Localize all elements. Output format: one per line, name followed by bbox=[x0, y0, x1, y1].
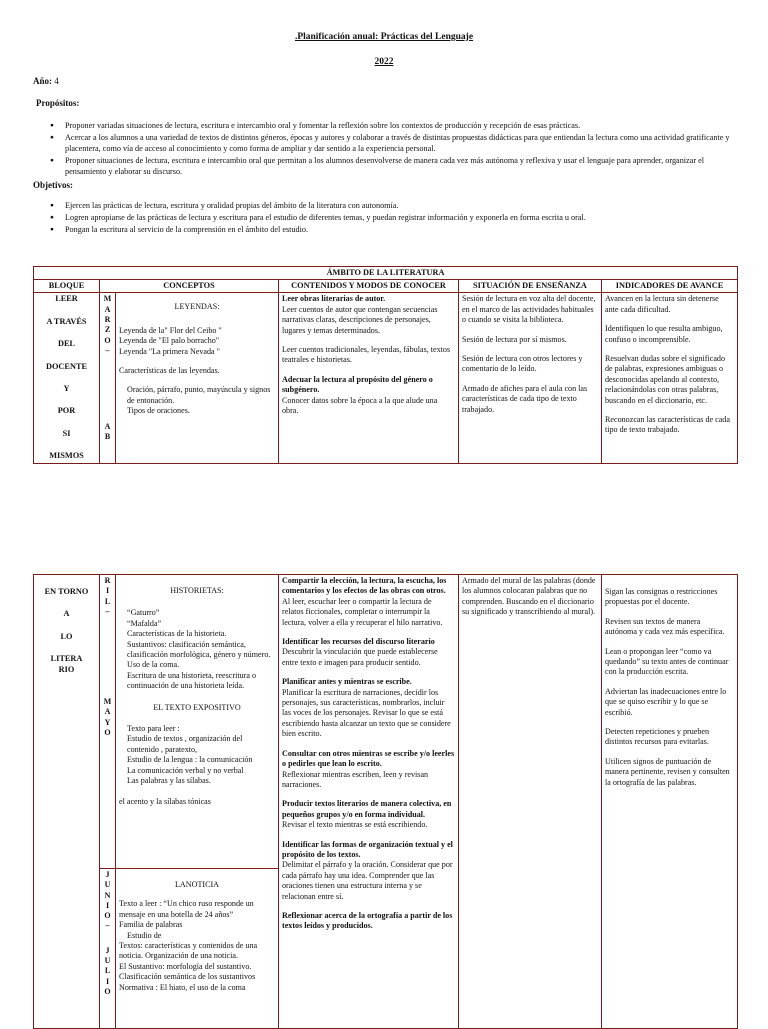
objetivos-heading: Objetivos: bbox=[33, 180, 73, 190]
bloque-cell bbox=[34, 575, 100, 1029]
conceptos-cell bbox=[116, 575, 279, 869]
indicador-item: Sigan las consignas o restricciones propuestas por el docente. bbox=[605, 587, 718, 607]
contenido-text: Conocer datos sobre la época a la que alude una obra. bbox=[282, 395, 438, 416]
contenido-text: Descubrir la vinculación que puede establecerse entre texto e imagen para producir sentido. bbox=[282, 647, 438, 667]
concepto-item: La comunicación verbal y no verbal bbox=[127, 765, 244, 775]
indicador-item: Reconozcan las características de cada tipo de texto trabajado. bbox=[605, 415, 730, 435]
bloque-cell bbox=[34, 293, 100, 463]
planning-table-literatura bbox=[33, 266, 738, 464]
month-letter: M bbox=[103, 697, 112, 707]
month-letter: O bbox=[104, 986, 111, 996]
concepto-item: El Sustantivo: morfología del sustantivo. bbox=[119, 961, 252, 971]
expositivo-title: EL TEXTO EXPOSITIVO bbox=[153, 702, 241, 712]
concepto-item: Características de la historieta. bbox=[127, 629, 227, 639]
month-letter: I bbox=[105, 586, 110, 596]
header-indicadores: INDICADORES DE AVANCE bbox=[602, 280, 738, 293]
month-letter: I bbox=[105, 976, 110, 986]
ambito-heading: ÁMBITO DE LA LITERATURA bbox=[34, 267, 738, 280]
indicador-item: Resuelvan dudas sobre el significado de palabras, expresiones ambiguas o desconocidas apelando al contexto, relacionándolas con otras palabras, buscando en el diccionario, etc. bbox=[605, 354, 726, 405]
anio-label: Año: bbox=[33, 76, 53, 86]
indicador-item: Avancen en la lectura sin detenerse ante cada dificultad. bbox=[605, 294, 719, 314]
month-letter: I bbox=[105, 900, 110, 910]
contenido-text: Revisar el texto mientras se está escribiendo. bbox=[282, 820, 428, 830]
bloque-word: A bbox=[63, 609, 70, 619]
concepto-item: Textos: características y contenidos de una noticia. Organización de una noticia. bbox=[119, 941, 258, 961]
indicador-item: Adviertan las inadecuaciones entre lo que se quiso escribir y lo que se escribió. bbox=[605, 686, 727, 717]
document-title: .Planificación anual: Prácticas del Lenguaje bbox=[294, 32, 474, 42]
bloque-word: LITERA bbox=[50, 654, 83, 664]
bloque-word: LEER bbox=[55, 294, 78, 304]
concepto-item: Familia de palabras bbox=[119, 920, 183, 930]
month-letter: O bbox=[104, 728, 111, 738]
contenido-bold: Identificar los recursos del discurso literario bbox=[282, 637, 435, 647]
concepto-item: el acento y la sílabas tónicas bbox=[119, 796, 211, 806]
month-column bbox=[100, 293, 116, 463]
proposito-item: ● Proponer situaciones de lectura, escritura e intercambio oral que permitan a los alumnos desenvolverse de manera cada vez más autónoma y reflexiva y usar el lenguaje para aprender, organizar el pensamiento y elaborar su discurso. bbox=[35, 155, 740, 177]
contenido-bold: Consultar con otros mientras se escribe y/o leerles o pedirles que lean lo escrito. bbox=[282, 748, 455, 769]
oracion-item: Oración, párrafo, punto, mayúscula y signos de entonación. bbox=[127, 385, 271, 405]
bloque-word: DOCENTE bbox=[45, 361, 88, 371]
bloque-word: RIO bbox=[58, 664, 75, 674]
planning-table-literario bbox=[33, 574, 738, 1029]
month-letter: B bbox=[104, 432, 111, 442]
concepto-item: Escritura de una historieta, reescritura o continuación de una historieta leída. bbox=[127, 670, 256, 691]
propositos-list bbox=[35, 120, 740, 178]
month-letter: A bbox=[104, 707, 111, 717]
header-bloque: BLOQUE bbox=[34, 280, 100, 293]
month-letter: L bbox=[104, 596, 111, 606]
bloque-word: Y bbox=[63, 384, 70, 394]
month-letter: N bbox=[104, 890, 111, 900]
contenido-bold: Reflexionar acerca de la ortografía a partir de los textos leídos y producidos. bbox=[282, 910, 453, 931]
month-letter: – bbox=[105, 345, 110, 355]
situacion-item: Sesión de lectura con otros lectores y comentario de lo leído. bbox=[462, 354, 583, 374]
concepto-item: Normativa : El hiato, el uso de la coma bbox=[119, 982, 246, 992]
month-letter: O bbox=[104, 911, 111, 921]
month-column bbox=[100, 869, 116, 1029]
month-letter: J bbox=[105, 945, 110, 955]
month-letter: – bbox=[105, 606, 110, 616]
bloque-word: EN TORNO bbox=[44, 587, 89, 596]
month-letter: R bbox=[104, 576, 111, 585]
leyenda-item: Leyenda de "El palo borracho" bbox=[119, 336, 220, 346]
objetivo-item: ● Logren apropiarse de las prácticas de lectura y escritura para el estudio de diferentes temas, y puedan registrar información y exponerla en forma escrita u oral. bbox=[35, 212, 740, 223]
contenido-bold: Identificar las formas de organización textual y el propósito de los textos. bbox=[282, 839, 453, 859]
contenido-bold: Leer obras literarias de autor. bbox=[282, 294, 386, 304]
concepto-item: Estudio de la lengua : la comunicación bbox=[127, 755, 253, 765]
proposito-item: ● Acercar a los alumnos a una variedad de textos de distintos géneros, épocas y autores y colaborar a través de distintas propuestas didácticas para que entiendan la lectura como una actividad gratificante y placentera, como vía de acceso al conocimiento y como forma de ampliar y dar sentido a la experiencia personal. bbox=[35, 132, 740, 154]
indicador-item: Utilicen signos de puntuación de manera pertinente, revisen y consulten la ortografía de las palabras. bbox=[605, 756, 730, 787]
situacion-item: Sesión de lectura en voz alta del docente, en el marco de las actividades habituales o cuando se visita la biblioteca. bbox=[462, 294, 596, 325]
conceptos-cell bbox=[116, 869, 279, 1029]
caracteristicas-item: Características de las leyendas. bbox=[119, 366, 220, 376]
contenido-text: Planificar la escritura de narraciones, decidir los personajes, sus características, nombrarlos, incluir las voces de los personajes. Revisar lo que se está escribiendo hasta alcanzar un texto que se considere bien escrito. bbox=[282, 687, 451, 739]
situacion-item: Sesión de lectura por sí mismos. bbox=[462, 334, 567, 344]
month-letter: A bbox=[104, 422, 111, 432]
situacion-item: Armado del mural de las palabras (donde los alumnos colocaran palabras que no comprenden. Buscando en el diccionario su significado y transcribiendo al mural). bbox=[462, 576, 596, 617]
bloque-word: LO bbox=[60, 631, 73, 641]
concepto-item: Uso de la coma. bbox=[127, 660, 180, 670]
concepto-item: Texto para leer : bbox=[127, 724, 180, 734]
indicador-item: Lean o propongan leer “como va quedando” su texto antes de continuar con la producción escrita. bbox=[605, 646, 729, 677]
historietas-title: HISTORIETAS: bbox=[170, 586, 224, 595]
month-letter: O bbox=[104, 335, 111, 345]
contenido-text: Delimitar el párrafo y la oración. Considerar que por cada párrafo hay una idea. Comprender que las oraciones tienen una estructura interna y se relacionan entre sí. bbox=[282, 860, 453, 901]
concepto-item: Sustantivos: clasificación semántica, clasificación morfológica, género y número. bbox=[127, 639, 271, 660]
concepto-item: Estudio de textos , organización del contenido , paratexto, bbox=[127, 734, 243, 754]
bloque-word: A TRAVÉS bbox=[46, 316, 87, 326]
concepto-item: Clasificación semántica de los sustantivos bbox=[119, 972, 256, 982]
contenido-text: Reflexionar mientras escriben, leen y revisan narraciones. bbox=[282, 769, 429, 789]
month-letter: Y bbox=[104, 717, 111, 727]
concepto-item: “Mafalda” bbox=[127, 618, 162, 628]
contenido-bold: Adecuar la lectura al propósito del género o subgénero. bbox=[282, 374, 433, 395]
anio-line bbox=[33, 76, 59, 86]
objetivo-item: ● Ejercen las prácticas de lectura, escritura y oralidad propias del ámbito de la literatura con autonomía. bbox=[35, 200, 740, 211]
bloque-word: POR bbox=[57, 406, 76, 416]
situacion-cell bbox=[459, 575, 602, 1029]
header-conceptos: CONCEPTOS bbox=[100, 280, 279, 293]
month-letter: Z bbox=[104, 325, 111, 335]
situacion-item: Armado de afiches para el aula con las características de cada tipo de texto trabajado. bbox=[462, 383, 588, 414]
indicador-item: Revisen sus textos de manera autónoma y cada vez más específica. bbox=[605, 616, 725, 637]
month-letter: – bbox=[105, 921, 110, 931]
month-column bbox=[100, 575, 116, 869]
contenido-text: Al leer, escuchar leer o compartir la lectura de relatos ficcionales, completar o interrumpir la lectura, volver a ella y recuperar el hilo narrativo. bbox=[282, 596, 443, 627]
document-year: 2022 bbox=[374, 57, 394, 67]
leyendas-title: LEYENDAS: bbox=[174, 302, 220, 312]
contenido-text: Leer cuentos tradicionales, leyendas, fábulas, textos teatrales e historietas. bbox=[282, 345, 451, 365]
month-letter: M bbox=[103, 294, 112, 304]
month-letter: L bbox=[104, 966, 111, 976]
contenido-bold: Compartir la elección, la lectura, la escucha, los comentarios y los efectos de las obras con otros. bbox=[282, 576, 447, 596]
indicadores-cell bbox=[602, 293, 738, 463]
indicador-item: Identifiquen lo que resulta ambiguo, confuso o incomprensible. bbox=[605, 324, 723, 344]
concepto-item: Las palabras y las sílabas. bbox=[127, 776, 211, 786]
anio-value: 4 bbox=[54, 76, 59, 86]
leyenda-item: Leyenda "La primera Nevada " bbox=[119, 346, 220, 356]
month-letter: U bbox=[104, 956, 111, 966]
month-letter: R bbox=[104, 315, 111, 324]
bloque-word: MISMOS bbox=[49, 451, 84, 461]
conceptos-cell bbox=[116, 293, 279, 463]
propositos-heading: Propósitos: bbox=[36, 98, 80, 108]
contenidos-cell bbox=[279, 293, 459, 463]
contenido-bold: Planificar antes y mientras se escribe. bbox=[282, 677, 412, 687]
noticia-title: LANOTICIA bbox=[174, 880, 220, 889]
objetivos-list bbox=[35, 200, 740, 236]
header-contenidos: CONTENIDOS Y MODOS DE CONOCER bbox=[279, 280, 459, 293]
bloque-word: SI bbox=[62, 428, 71, 438]
header-situacion: SITUACIÓN DE ENSEÑANZA bbox=[459, 280, 602, 293]
tipos-item: Tipos de oraciones. bbox=[127, 406, 190, 416]
concepto-item: Estudio de bbox=[127, 930, 162, 940]
month-letter: A bbox=[104, 304, 111, 314]
bloque-word: DEL bbox=[57, 339, 76, 349]
month-letter: U bbox=[104, 880, 111, 890]
objetivo-item: ● Pongan la escritura al servicio de la comprensión en el ámbito del estudio. bbox=[35, 224, 740, 235]
indicadores-cell bbox=[602, 575, 738, 1029]
indicador-item: Detecten repeticiones y prueben distintos recursos para evitarlas. bbox=[605, 727, 710, 747]
contenido-bold: Producir textos literarios de manera colectiva, en pequeños grupos y/o en forma individual. bbox=[282, 799, 452, 819]
contenidos-cell bbox=[279, 575, 459, 1029]
leyenda-item: Leyenda de la" Flor del Ceibo " bbox=[119, 325, 222, 335]
contenido-text: Leer cuentos de autor que contengan secuencias narrativas claras, descripciones de personajes, lugares y temas determinados. bbox=[282, 304, 438, 335]
situacion-cell bbox=[459, 293, 602, 463]
concepto-item: “Gaturro” bbox=[127, 608, 160, 618]
month-letter: J bbox=[105, 870, 110, 879]
concepto-item: Texto a leer : “Un chico ruso responde un mensaje en una botella de 24 años” bbox=[119, 899, 254, 919]
proposito-item: ● Proponer variadas situaciones de lectura, escritura e intercambio oral y fomentar la reflexión sobre los contextos de producción y recepción de esas prácticas. bbox=[35, 120, 740, 131]
